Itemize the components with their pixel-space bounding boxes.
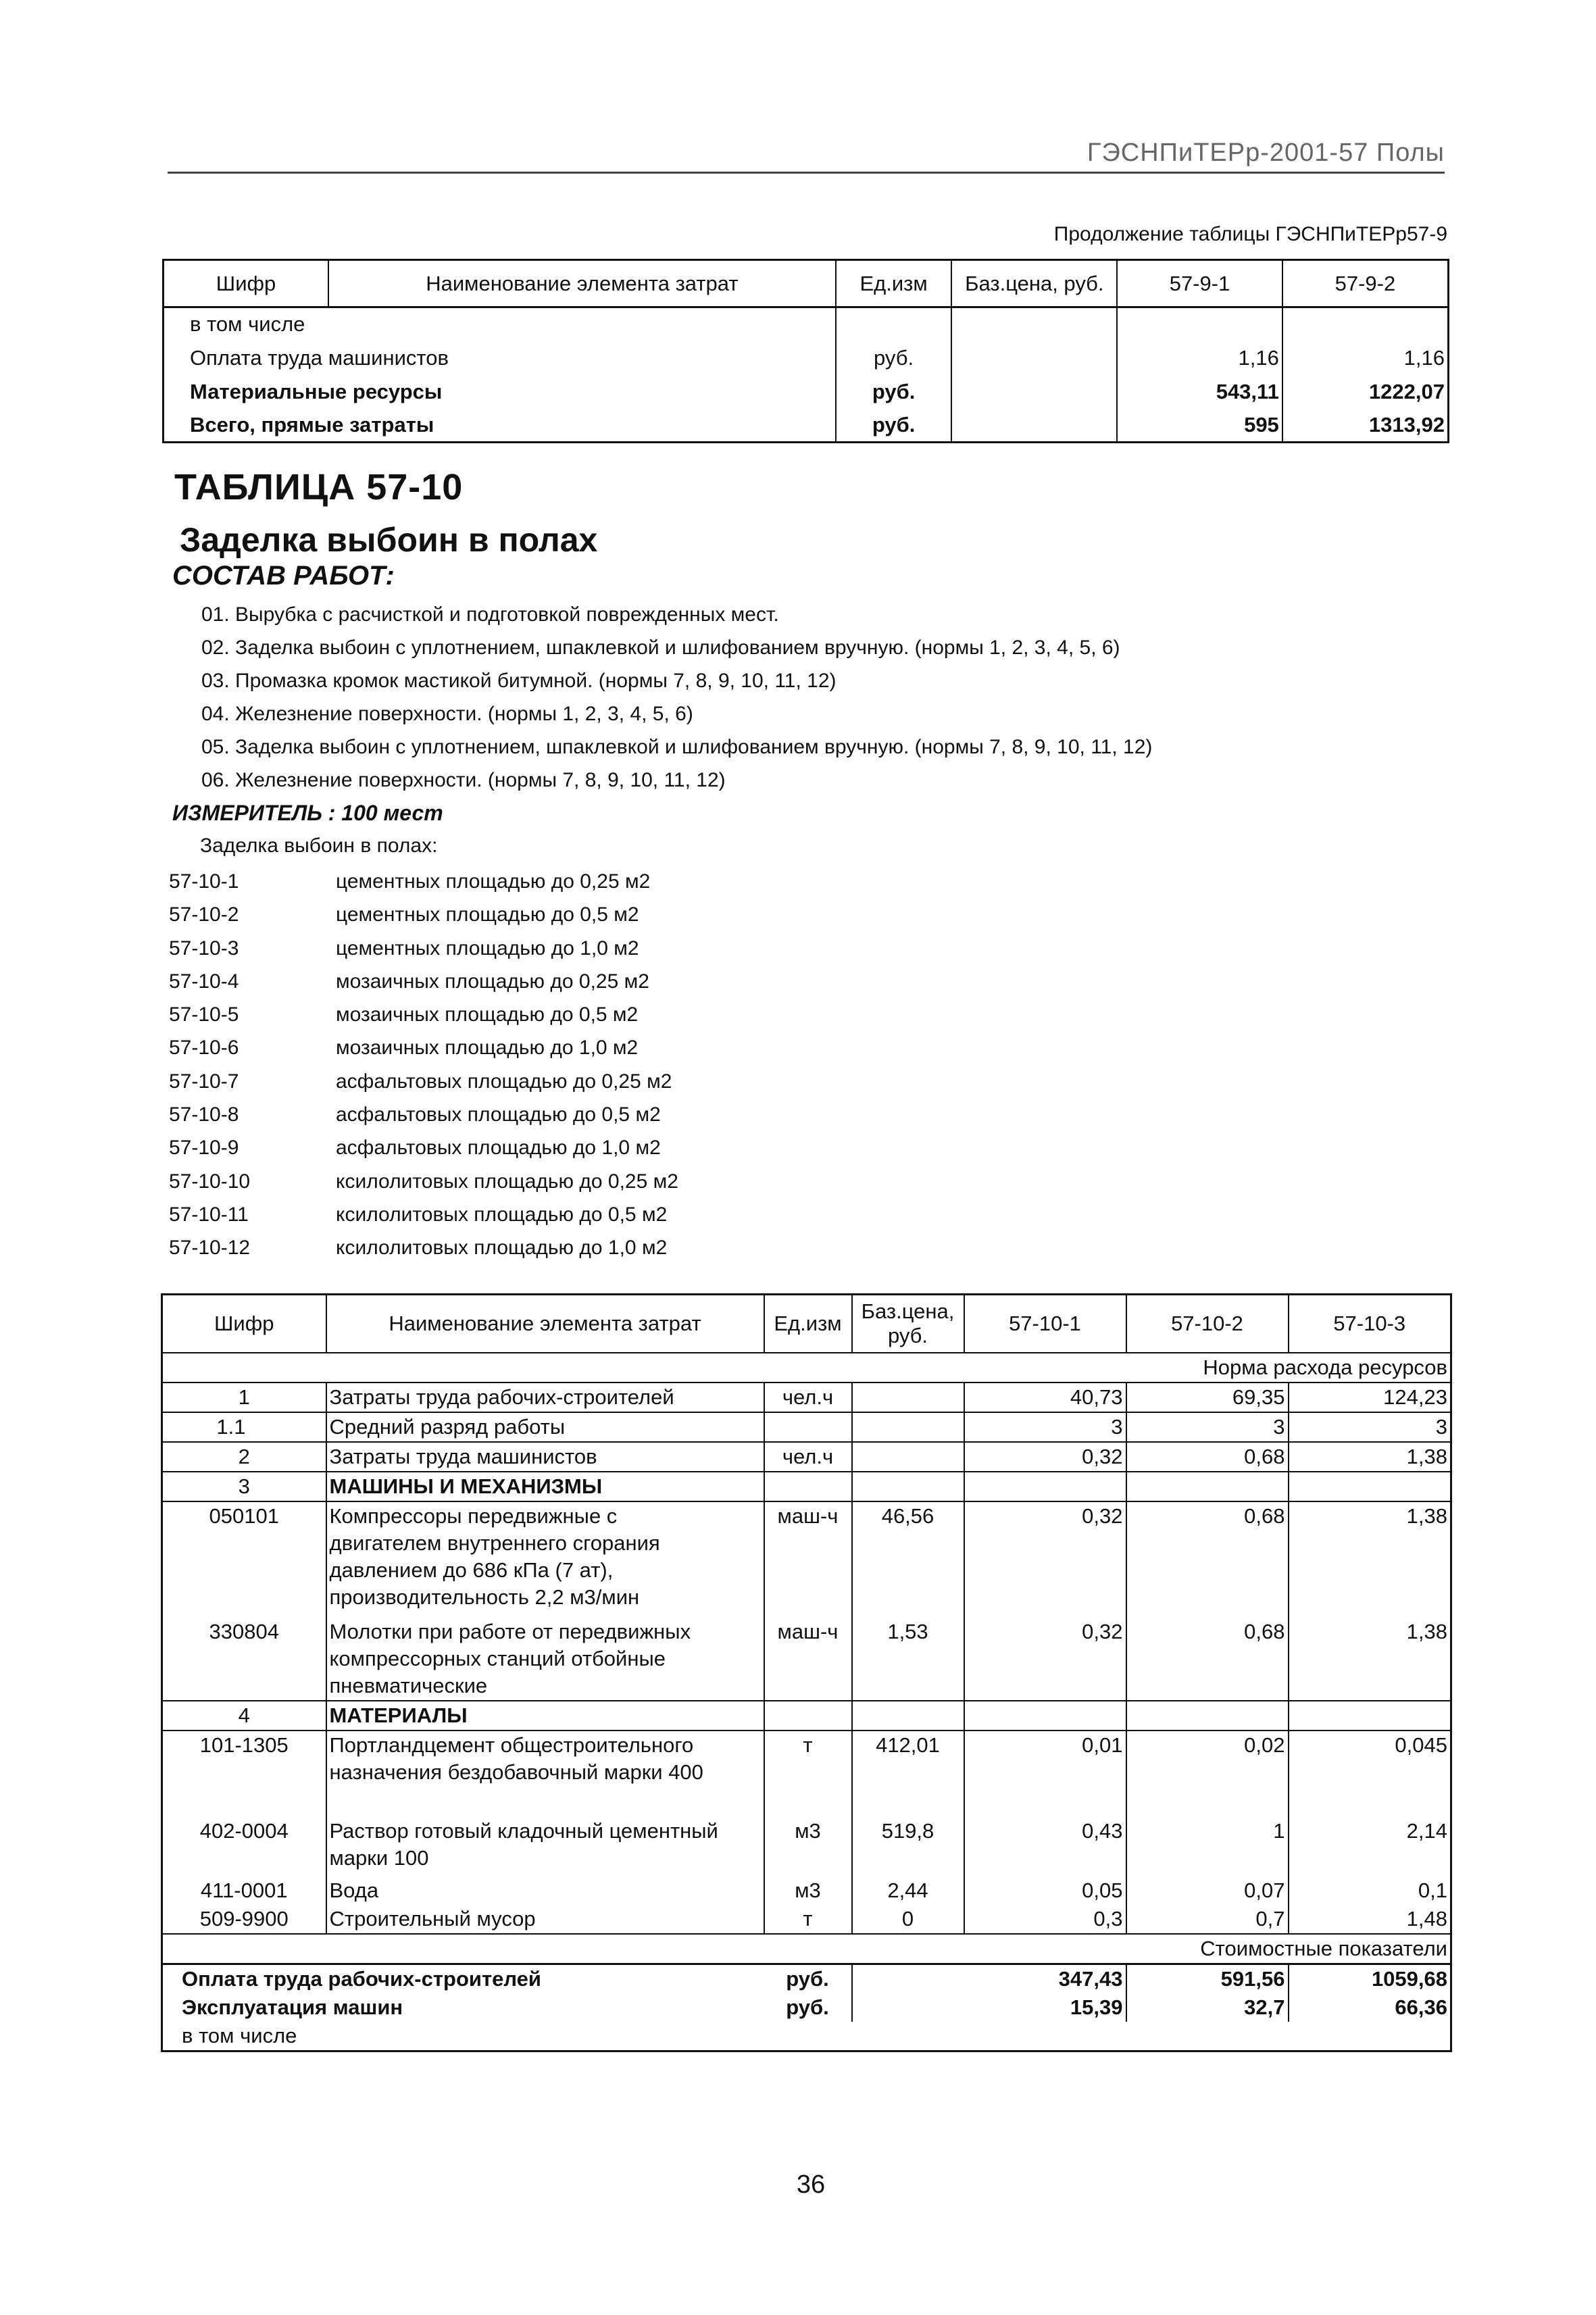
name-line: двигателем внутреннего сгорания: [329, 1530, 660, 1555]
column-header: Шифр: [162, 1295, 326, 1353]
patching-label: Заделка выбоин в полах:: [200, 835, 438, 857]
empty-cell: [852, 2022, 964, 2051]
norm-item: [169, 1001, 678, 1035]
row-value: 1313,92: [1282, 409, 1449, 443]
cost-value: 66,36: [1289, 1993, 1451, 2022]
column-header: Шифр: [164, 260, 329, 307]
row-value: 0,1: [1289, 1876, 1451, 1905]
running-title: ГЭСНПиТЕРр-2001-57 Полы: [1087, 139, 1445, 167]
norm-code: 57-10-3: [169, 937, 239, 960]
norm-code: 57-10-8: [169, 1103, 239, 1126]
cost-row: [162, 1964, 1451, 1993]
row-value: 0,32: [964, 1501, 1126, 1612]
row-value: 543,11: [1117, 375, 1282, 409]
row-value: 1,16: [1282, 341, 1449, 375]
row-price: 412,01: [852, 1731, 964, 1817]
row-price: 1,53: [852, 1612, 964, 1701]
continuation-header-row: [164, 260, 1449, 307]
cost-name: Оплата труда рабочих-строителей: [182, 1966, 541, 1991]
row-value: 0,01: [964, 1731, 1126, 1817]
norm-desc: ксилолитовых площадью до 1,0 м2: [336, 1237, 668, 1260]
norm-item: [169, 1168, 678, 1201]
list-item: 01. Вырубка с расчисткой и подготовкой поврежденных мест.: [201, 603, 779, 626]
empty-cell: [1289, 2022, 1451, 2051]
norm-item: [169, 1201, 678, 1235]
band-row: [162, 1353, 1451, 1383]
empty-cell: [1126, 1701, 1289, 1731]
list-item: 05. Заделка выбоин с уплотнением, шпаклевкой и шлифованием вручную. (нормы 7, 8, 9, 10, 11, 12): [201, 736, 1153, 758]
row-unit: т: [764, 1905, 852, 1934]
row-unit: [836, 307, 952, 341]
empty-cell: [764, 2022, 852, 2051]
table-row: [164, 409, 1449, 443]
name-line: назначения бездобавочный марки 400: [329, 1760, 703, 1784]
row-unit: чел.ч: [764, 1383, 852, 1412]
section-row: [162, 1701, 1451, 1731]
row-code: 509-9900: [162, 1905, 326, 1934]
table-row: [162, 1905, 1451, 1934]
empty-cell: [1126, 1472, 1289, 1501]
row-value: 1,38: [1289, 1501, 1451, 1612]
norm-desc: цементных площадью до 1,0 м2: [336, 937, 639, 960]
norm-desc: ксилолитовых площадью до 0,25 м2: [336, 1170, 678, 1193]
row-code: 330804: [162, 1612, 326, 1701]
row-name: Затраты труда машинистов: [326, 1442, 764, 1472]
meter-line: ИЗМЕРИТЕЛЬ : 100 мест: [172, 801, 443, 825]
section-row: [162, 1472, 1451, 1501]
norm-code: 57-10-7: [169, 1070, 239, 1093]
empty-cell: [764, 1701, 852, 1731]
empty-cell: [852, 1701, 964, 1731]
row-value: 40,73: [964, 1383, 1126, 1412]
row-code: 2: [162, 1442, 326, 1472]
row-code: 050101: [162, 1501, 326, 1612]
norm-item: [169, 1068, 678, 1101]
column-header: 57-9-1: [1117, 260, 1282, 307]
row-price: 519,8: [852, 1817, 964, 1876]
row-code: 1.1: [162, 1412, 326, 1442]
row-value: 0,045: [1289, 1731, 1451, 1817]
row-name: Всего, прямые затраты: [190, 412, 434, 437]
list-item: 04. Железнение поверхности. (нормы 1, 2, 3, 4, 5, 6): [201, 703, 693, 725]
continuation-table: [162, 259, 1449, 443]
cost-value: 1059,68: [1289, 1964, 1451, 1993]
name-line: компрессорных станций отбойные: [329, 1646, 666, 1670]
row-price: [951, 409, 1117, 443]
band-row: [162, 1934, 1451, 1964]
name-line: Портландцемент общестроительного: [329, 1733, 694, 1757]
table-title: ТАБЛИЦА 57-10: [174, 467, 464, 507]
row-price: [951, 307, 1117, 341]
row-name: в том числе: [190, 312, 305, 337]
name-line: Компрессоры передвижные с: [329, 1503, 618, 1528]
column-header: Наименование элемента затрат: [326, 1295, 764, 1353]
row-unit: чел.ч: [764, 1442, 852, 1472]
row-value: 1,48: [1289, 1905, 1451, 1934]
cost-value: 347,43: [964, 1964, 1126, 1993]
row-value: 1,38: [1289, 1612, 1451, 1701]
row-value: 1,16: [1117, 341, 1282, 375]
column-header: Баз.цена, руб.: [852, 1295, 964, 1353]
empty-cell: [852, 1472, 964, 1501]
row-code: 1: [162, 1383, 326, 1412]
column-header: 57-10-1: [964, 1295, 1126, 1353]
row-price: [951, 341, 1117, 375]
empty-cell: [852, 1964, 964, 1993]
row-name: Затраты труда рабочих-строителей: [326, 1383, 764, 1412]
row-value: 0,02: [1126, 1731, 1289, 1817]
empty-cell: [964, 1472, 1126, 1501]
norm-item: [169, 1135, 678, 1168]
band-norms: Норма расхода ресурсов: [162, 1353, 1451, 1383]
row-value: 124,23: [1289, 1383, 1451, 1412]
cost-name: Эксплуатация машин: [182, 1995, 403, 2019]
table-subtitle: Заделка выбоин в полах: [180, 521, 598, 559]
name-line: пневматические: [329, 1673, 488, 1697]
norm-item: [169, 935, 678, 968]
band-cost: Стоимостные показатели: [162, 1934, 1451, 1964]
row-name: Строительный мусор: [326, 1905, 764, 1934]
norm-item: [169, 1035, 678, 1068]
row-code: 101-1305: [162, 1731, 326, 1817]
norm-code: 57-10-1: [169, 870, 239, 893]
norms-list: [169, 868, 678, 1268]
continuation-caption: Продолжение таблицы ГЭСНПиТЕРр57-9: [1053, 223, 1447, 245]
empty-cell: [964, 1701, 1126, 1731]
empty-cell: [852, 1993, 964, 2022]
row-unit: м3: [764, 1817, 852, 1876]
running-header: [168, 139, 1445, 174]
row-name: Средний разряд работы: [326, 1412, 764, 1442]
row-value: 0,68: [1126, 1442, 1289, 1472]
norm-item: [169, 968, 678, 1001]
works-list: [201, 601, 1152, 800]
row-unit: руб.: [836, 409, 952, 443]
norm-code: 57-10-12: [169, 1237, 251, 1260]
table-row: [162, 1612, 1451, 1701]
table-row: [162, 1876, 1451, 1905]
row-price: [852, 1412, 964, 1442]
cost-value: 591,56: [1126, 1964, 1289, 1993]
row-value: [1117, 307, 1282, 341]
row-value: 0,68: [1126, 1501, 1289, 1612]
norm-code: 57-10-5: [169, 1003, 239, 1026]
norm-desc: цементных площадью до 0,5 м2: [336, 903, 639, 926]
row-price: 0: [852, 1905, 964, 1934]
name-line: марки 100: [329, 1845, 429, 1870]
row-value: 2,14: [1289, 1817, 1451, 1876]
column-header: 57-10-3: [1289, 1295, 1451, 1353]
row-name: Материальные ресурсы: [190, 379, 443, 403]
empty-cell: [764, 1472, 852, 1501]
empty-cell: [1289, 1472, 1451, 1501]
row-value: 69,35: [1126, 1383, 1289, 1412]
row-code: 411-0001: [162, 1876, 326, 1905]
norm-code: 57-10-11: [169, 1203, 249, 1226]
table-row: [164, 375, 1449, 409]
cost-unit: руб.: [786, 1995, 829, 2019]
row-unit: руб.: [836, 375, 952, 409]
list-item: 02. Заделка выбоин с уплотнением, шпаклевкой и шлифованием вручную. (нормы 1, 2, 3, 4, 5, 6): [201, 637, 1120, 659]
norm-desc: мозаичных площадью до 1,0 м2: [336, 1037, 639, 1060]
empty-cell: [1289, 1701, 1451, 1731]
row-value: 0,3: [964, 1905, 1126, 1934]
row-value: 0,68: [1126, 1612, 1289, 1701]
row-code: 402-0004: [162, 1817, 326, 1876]
row-unit: маш-ч: [764, 1501, 852, 1612]
table-row: [162, 1817, 1451, 1876]
cost-value: 32,7: [1126, 1993, 1289, 2022]
column-header: 57-10-2: [1126, 1295, 1289, 1353]
column-header: Наименование элемента затрат: [328, 260, 836, 307]
row-name: [326, 1731, 764, 1817]
cost-row: [162, 2022, 1451, 2051]
row-value: 1: [1126, 1817, 1289, 1876]
column-header: Баз.цена, руб.: [951, 260, 1117, 307]
row-value: 0,43: [964, 1817, 1126, 1876]
row-code: 3: [162, 1472, 326, 1501]
norm-item: [169, 868, 678, 901]
row-value: 0,05: [964, 1876, 1126, 1905]
row-value: 0,32: [964, 1442, 1126, 1472]
name-line: Раствор готовый кладочный цементный: [329, 1818, 718, 1843]
row-value: 595: [1117, 409, 1282, 443]
norm-desc: мозаичных площадью до 0,25 м2: [336, 970, 649, 993]
norm-item: [169, 901, 678, 935]
table-row: [162, 1731, 1451, 1817]
norm-item: [169, 1101, 678, 1135]
row-name: Оплата труда машинистов: [190, 345, 449, 370]
norm-code: 57-10-9: [169, 1137, 239, 1160]
works-heading: СОСТАВ РАБОТ:: [172, 561, 395, 591]
row-unit: [764, 1412, 852, 1442]
row-name: Вода: [326, 1876, 764, 1905]
row-value: 3: [964, 1412, 1126, 1442]
row-unit: маш-ч: [764, 1612, 852, 1701]
table-row: [162, 1442, 1451, 1472]
row-value: 0,7: [1126, 1905, 1289, 1934]
cost-value: 15,39: [964, 1993, 1126, 2022]
row-name: [326, 1817, 764, 1876]
norm-desc: асфальтовых площадью до 0,25 м2: [336, 1070, 672, 1093]
cost-row: [162, 1993, 1451, 2022]
row-value: 1,38: [1289, 1442, 1451, 1472]
norm-code: 57-10-10: [169, 1170, 251, 1193]
name-line: производительность 2,2 м3/мин: [329, 1585, 640, 1609]
name-line: Молотки при работе от передвижных: [329, 1619, 691, 1643]
resource-table: [161, 1293, 1452, 2052]
empty-cell: [1126, 2022, 1289, 2051]
row-price: [852, 1442, 964, 1472]
row-code: 4: [162, 1701, 326, 1731]
row-price: [951, 375, 1117, 409]
row-value: 3: [1289, 1412, 1451, 1442]
row-price: 2,44: [852, 1876, 964, 1905]
table-row: [164, 341, 1449, 375]
table-row: [164, 307, 1449, 341]
row-name: [326, 1612, 764, 1701]
row-value: 0,32: [964, 1612, 1126, 1701]
norm-code: 57-10-6: [169, 1037, 239, 1060]
section-title: МАШИНЫ И МЕХАНИЗМЫ: [326, 1472, 764, 1501]
empty-cell: [964, 2022, 1126, 2051]
table-row: [162, 1501, 1451, 1612]
cost-unit: руб.: [786, 1966, 829, 1991]
norm-code: 57-10-2: [169, 903, 239, 926]
norm-desc: мозаичных площадью до 0,5 м2: [336, 1003, 639, 1026]
row-value: 3: [1126, 1412, 1289, 1442]
column-header: Ед.изм: [836, 260, 952, 307]
norm-desc: асфальтовых площадью до 0,5 м2: [336, 1103, 661, 1126]
row-value: 0,07: [1126, 1876, 1289, 1905]
row-value: 1222,07: [1282, 375, 1449, 409]
section-title: МАТЕРИАЛЫ: [326, 1701, 764, 1731]
row-unit: м3: [764, 1876, 852, 1905]
row-price: [852, 1383, 964, 1412]
row-name: [326, 1501, 764, 1612]
list-item: 03. Промазка кромок мастикой битумной. (нормы 7, 8, 9, 10, 11, 12): [201, 670, 837, 692]
row-unit: руб.: [836, 341, 952, 375]
cost-name: в том числе: [182, 2023, 297, 2047]
row-unit: т: [764, 1731, 852, 1817]
norm-desc: ксилолитовых площадью до 0,5 м2: [336, 1203, 668, 1226]
page-number: 36: [796, 2170, 826, 2199]
table-row: [162, 1412, 1451, 1442]
resource-header-row: [162, 1295, 1451, 1353]
row-price: 46,56: [852, 1501, 964, 1612]
row-value: [1282, 307, 1449, 341]
column-header: Ед.изм: [764, 1295, 852, 1353]
norm-desc: асфальтовых площадью до 1,0 м2: [336, 1137, 661, 1160]
norm-item: [169, 1235, 678, 1268]
norm-code: 57-10-4: [169, 970, 239, 993]
list-item: 06. Железнение поверхности. (нормы 7, 8, 9, 10, 11, 12): [201, 769, 726, 791]
norm-desc: цементных площадью до 0,25 м2: [336, 870, 651, 893]
column-header: 57-9-2: [1282, 260, 1449, 307]
name-line: давлением до 686 кПа (7 ат),: [329, 1558, 614, 1582]
table-row: [162, 1383, 1451, 1412]
